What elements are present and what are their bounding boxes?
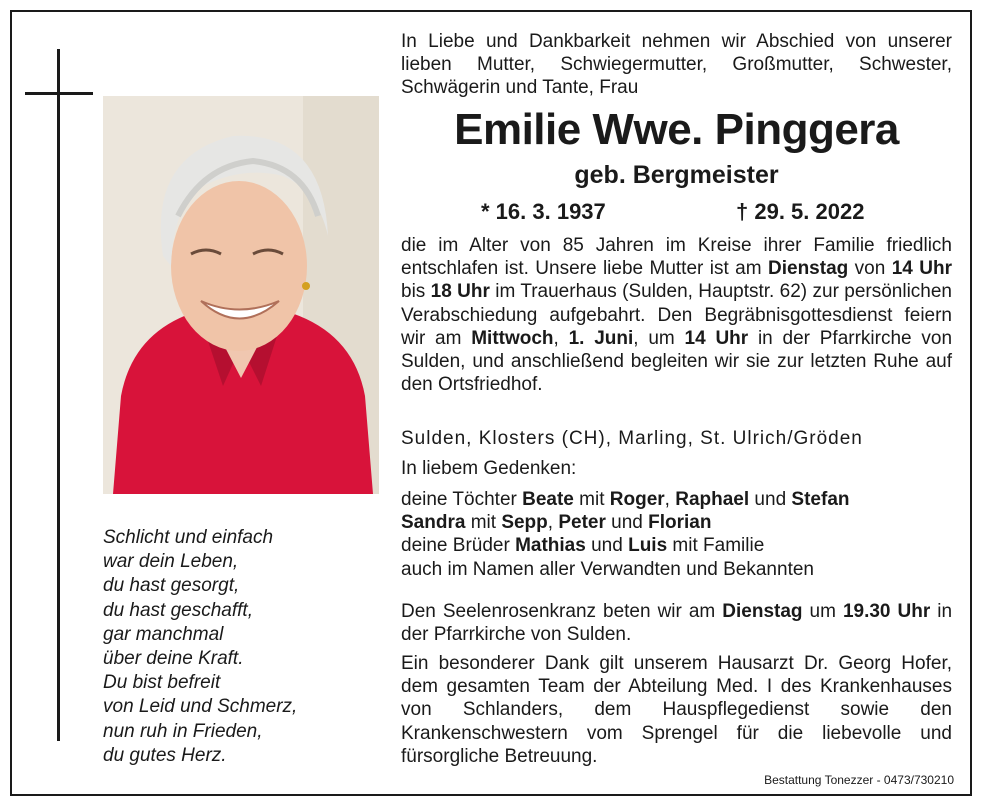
portrait-illustration	[103, 96, 379, 494]
viewing-end-time: 18 Uhr	[430, 281, 490, 303]
poem-line: du hast gesorgt,	[103, 575, 240, 597]
family-line: Sandra mit Sepp, Peter und Florian	[401, 512, 712, 534]
poem-line: gar manchmal	[103, 623, 224, 645]
text-segment: , um	[633, 327, 685, 349]
funeral-home-footer: Bestattung Tonezzer - 0473/730210	[764, 773, 954, 787]
funeral-details	[401, 234, 952, 396]
funeral-day: Mittwoch	[471, 327, 554, 349]
family-line: deine Töchter Beate mit Roger, Raphael und Stefan	[401, 489, 850, 510]
text-segment: die im Alter von 85 Jahren im Kreise ihrer Familie friedlich entschlafen ist. Unsere liebe Mutter ist am	[401, 235, 952, 280]
viewing-start-time: 14 Uhr	[891, 258, 952, 280]
rosary-text: Den Seelenrosenkranz beten wir am Dienstag um 19.30 Uhr in der Pfarrkirche von Sulden.	[401, 601, 953, 646]
text-segment: in der Pfarrkirche von Sulden, und anschließend begleiten wir sie zur letzten Ruhe auf den Ortsfriedhof.	[401, 327, 953, 396]
poem	[103, 526, 297, 768]
poem-line: Du bist befreit	[103, 672, 221, 694]
text-segment: von	[848, 258, 892, 280]
family-places: Sulden, Klosters (CH), Marling, St. Ulrich/Gröden	[401, 428, 863, 449]
deceased-name: Emilie Wwe. Pinggera	[454, 105, 899, 154]
rosary-day: Dienstag	[722, 601, 803, 622]
poem-line: nun ruh in Frieden,	[103, 720, 263, 742]
family-line: deine Brüder Mathias und Luis mit Familie	[401, 535, 765, 557]
text-segment: bis	[401, 281, 431, 303]
portrait-photo	[103, 96, 379, 494]
viewing-day: Dienstag	[768, 258, 849, 280]
death-date: † 29. 5. 2022	[736, 199, 865, 224]
poem-line: du hast geschafft,	[103, 599, 253, 621]
memory-heading: In liebem Gedenken:	[401, 458, 577, 479]
intro-text: In Liebe und Dankbarkeit nehmen wir Abschied von unserer lieben Mutter, Schwiegermutter, Großmutter, Schwester, Schwägerin und Tante, Frau	[401, 31, 952, 99]
text-segment: ,	[553, 327, 569, 349]
birth-name: geb. Bergmeister	[574, 161, 779, 189]
rosary-time: 19.30 Uhr	[842, 601, 931, 622]
funeral-date: 1. Juni	[568, 327, 634, 349]
poem-line: du gutes Herz.	[103, 744, 227, 766]
poem-line: über deine Kraft.	[103, 648, 244, 670]
poem-line: von Leid und Schmerz,	[103, 696, 298, 718]
poem-line: Schlicht und einfach	[103, 527, 274, 548]
birth-date: * 16. 3. 1937	[481, 199, 606, 224]
family-list	[401, 488, 952, 581]
text-segment: im Trauerhaus (Sulden, Hauptstr. 62) zur persönlichen Verabschiedung aufgebahrt. Den Begräbnisgottesdienst feiern wir am	[401, 281, 952, 349]
funeral-time: 14 Uhr	[684, 327, 749, 349]
thanks-text: Ein besonderer Dank gilt unserem Hausarzt Dr. Georg Hofer, dem gesamten Team der Abteilung Med. I des Krankenhauses von Schlanders, dem Hauspflegedienst sowie den Krankenschwestern vom Sprengel für die liebevolle und fürsorgliche Betreuung.	[401, 653, 952, 767]
poem-line: war dein Leben,	[103, 551, 239, 573]
cross-symbol-vertical	[57, 49, 60, 741]
family-line: auch im Namen aller Verwandten und Bekannten	[401, 558, 814, 580]
cross-symbol-horizontal	[25, 92, 93, 95]
